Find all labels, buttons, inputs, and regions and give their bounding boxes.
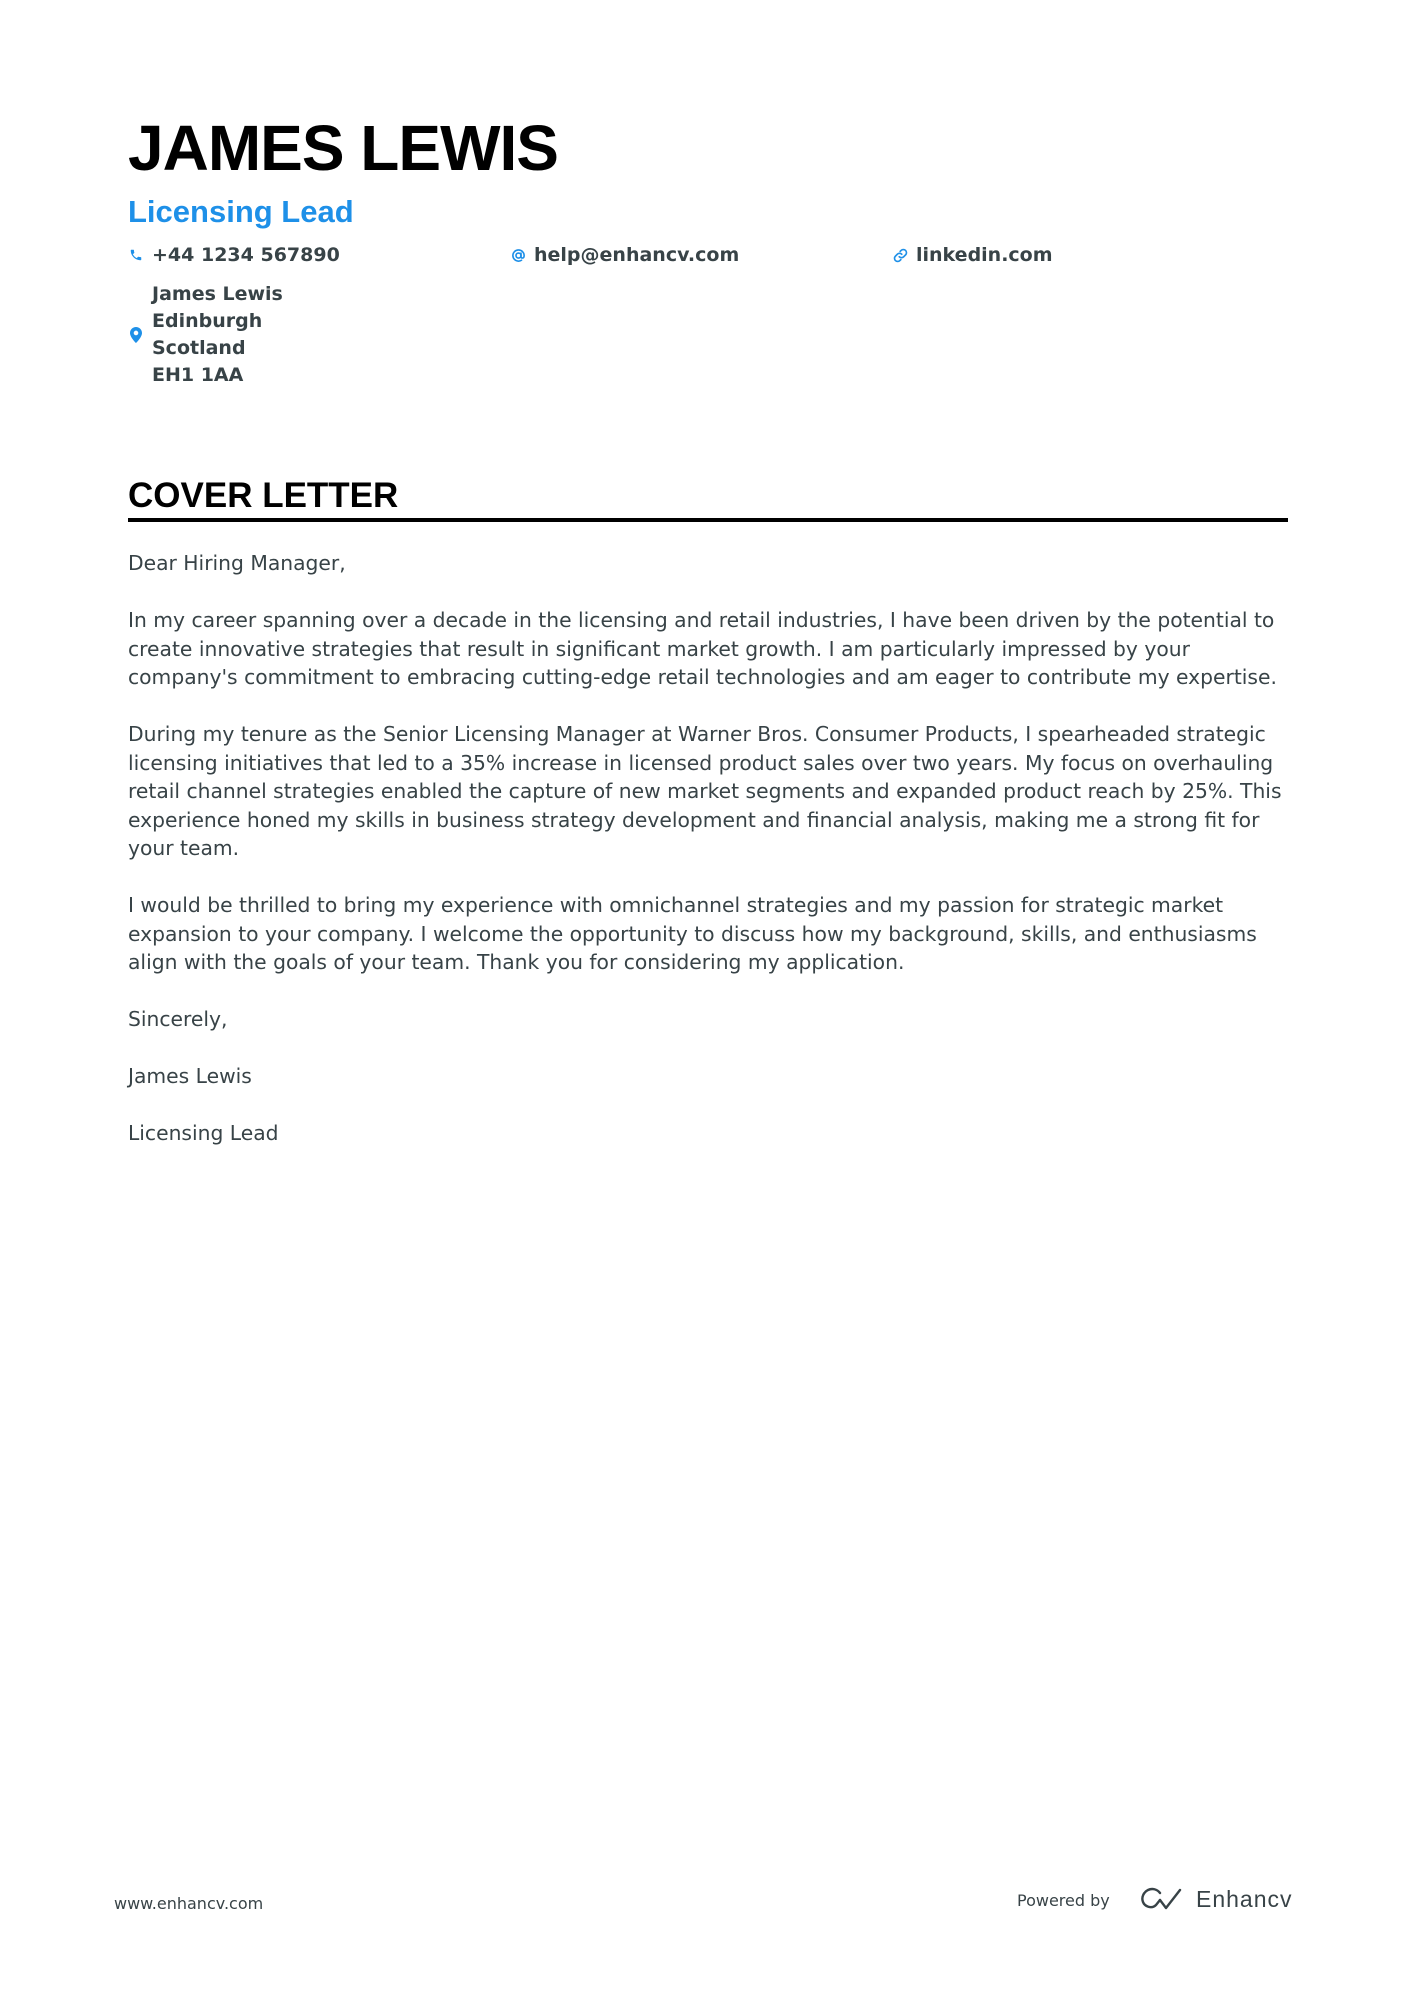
- address-line: Scotland: [152, 337, 246, 359]
- job-title: Licensing Lead: [128, 194, 354, 229]
- linkedin-text: linkedin.com: [916, 244, 1053, 266]
- contact-linkedin[interactable]: [892, 242, 1053, 268]
- address-lines: [152, 281, 283, 389]
- phone-icon: [128, 247, 144, 263]
- letter-greeting: Dear Hiring Manager,: [128, 551, 346, 575]
- location-pin-icon: [128, 326, 144, 344]
- signature-name: James Lewis: [128, 1064, 252, 1088]
- at-icon: [510, 247, 526, 263]
- link-icon: [892, 247, 908, 263]
- signature-title: Licensing Lead: [128, 1121, 279, 1145]
- phone-text: +44 1234 567890: [152, 244, 340, 266]
- section-title: COVER LETTER: [128, 476, 399, 515]
- address-line: EH1 1AA: [152, 364, 244, 386]
- contact-email[interactable]: [510, 242, 739, 268]
- enhancv-logo-icon: [1138, 1885, 1186, 1913]
- enhancv-wordmark: Enhancv: [1196, 1885, 1293, 1912]
- letter-paragraph: I would be thrilled to bring my experience with omnichannel strategies and my passion for strategic market expansion to your company. I welcome the opportunity to discuss how my background, skills, and enthusiasms align with the goals of your team. Thank you for considering my application.: [128, 893, 1257, 974]
- letter-paragraph: In my career spanning over a decade in the licensing and retail industries, I have been driven by the potential to create innovative strategies that result in significant market growth. I am particularly impressed by your company's commitment to embracing cutting-edge retail technologies and am eager to contribute my expertise.: [128, 608, 1277, 689]
- letter-closing: Sincerely,: [128, 1007, 228, 1031]
- candidate-name: JAMES LEWIS: [128, 112, 558, 184]
- section-divider: [128, 518, 1288, 522]
- powered-by-label: Powered by: [1017, 1891, 1110, 1910]
- address-line: James Lewis: [152, 283, 283, 305]
- email-text: help@enhancv.com: [534, 244, 740, 266]
- letter-body: [128, 549, 1288, 1176]
- letter-paragraph: During my tenure as the Senior Licensing Manager at Warner Bros. Consumer Products, I spearheaded strategic licensing initiatives that led to a 35% increase in licensed product sales over two years. My focus on overhauling retail channel strategies enabled the capture of new market segments and expanded product reach by 25%. This experience honed my skills in business strategy development and financial analysis, making me a strong fit for your team.: [128, 722, 1282, 860]
- postal-address: [128, 281, 283, 389]
- contact-phone[interactable]: [128, 242, 340, 268]
- enhancv-logo[interactable]: [1138, 1883, 1293, 1915]
- footer-website-link[interactable]: www.enhancv.com: [114, 1894, 264, 1913]
- address-line: Edinburgh: [152, 310, 263, 332]
